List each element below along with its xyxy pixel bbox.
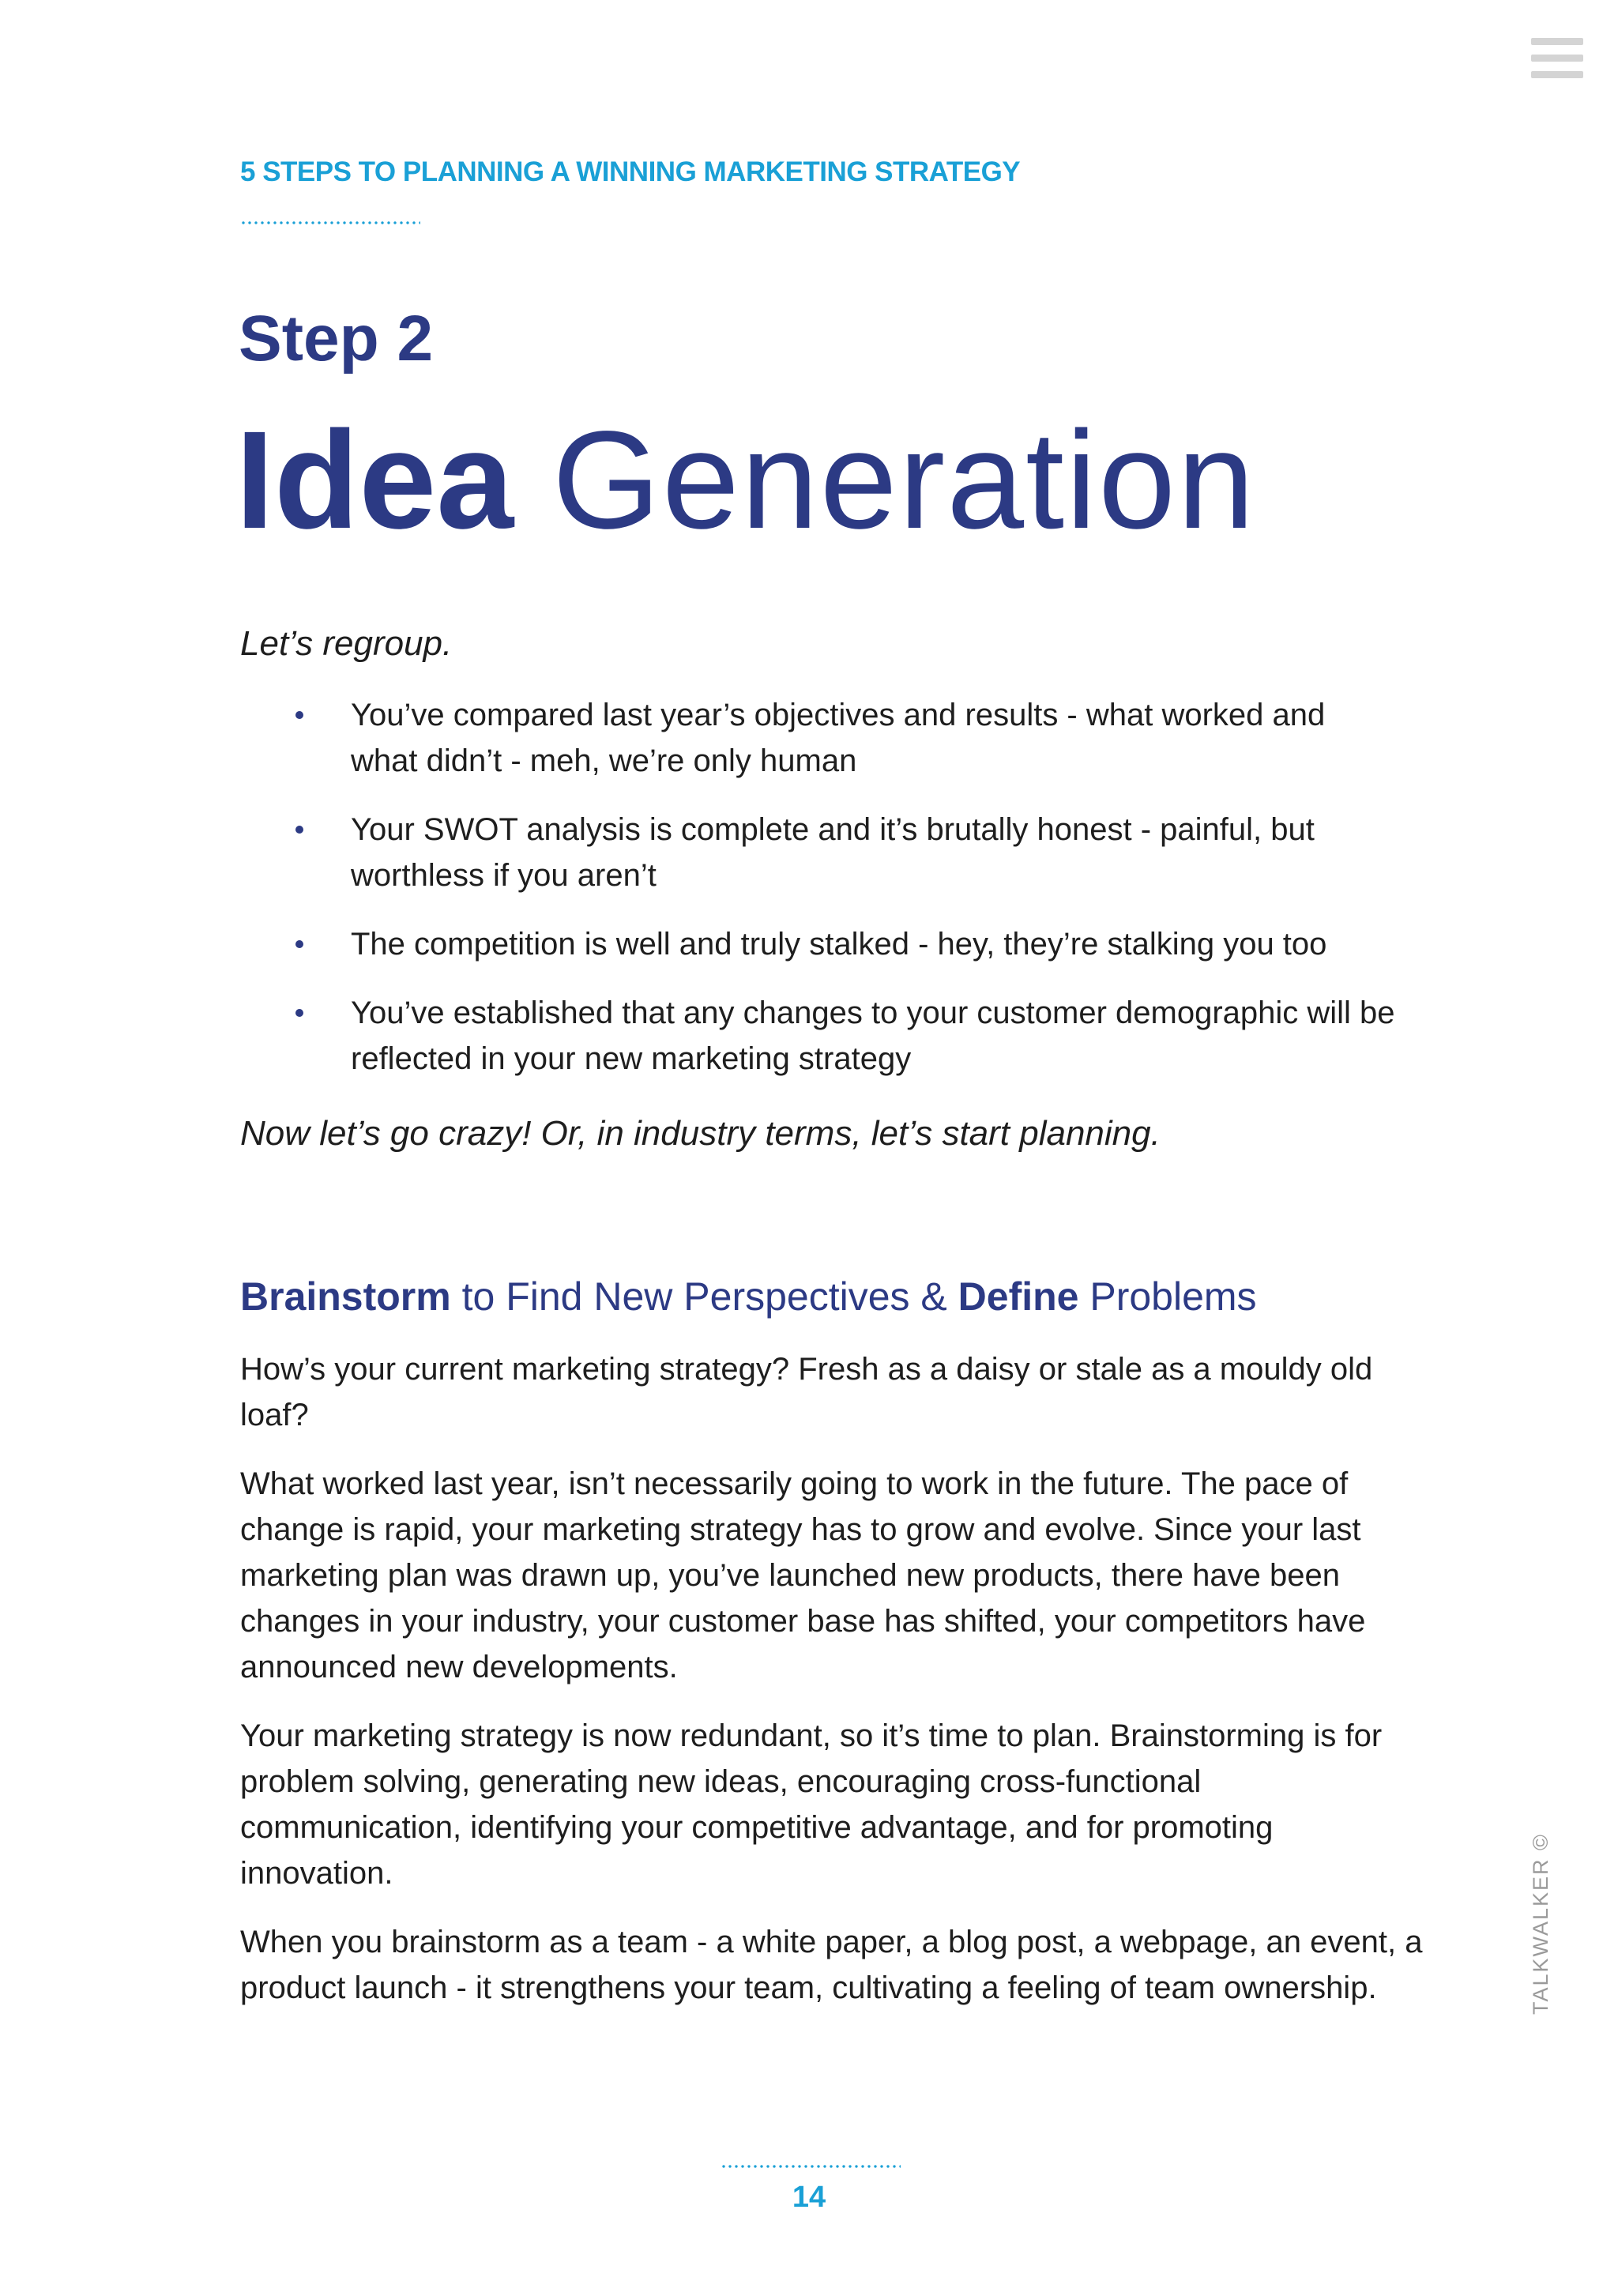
header-dotted-divider bbox=[240, 221, 420, 224]
step-label: Step 2 bbox=[239, 303, 434, 375]
footer-dotted-divider bbox=[721, 2165, 901, 2168]
page-title-light: Generation bbox=[552, 403, 1256, 558]
intro-lead: Let’s regroup. bbox=[240, 624, 453, 663]
running-header-title: 5 STEPS TO PLANNING A WINNING MARKETING STRATEGY bbox=[240, 156, 1021, 187]
section-heading bbox=[240, 1274, 1257, 1319]
body-paragraph: How’s your current marketing strategy? Fresh as a daisy or stale as a mouldy old loaf? bbox=[240, 1352, 1373, 1432]
section-heading-bold-2: Define bbox=[958, 1274, 1079, 1319]
bullet-icon bbox=[295, 1009, 303, 1017]
body-paragraph: When you brainstorm as a team - a white paper, a blog post, a webpage, an event, a product launch - it strengthens your team, cultivating a feeling of team ownership. bbox=[240, 1925, 1423, 2005]
bullet-icon bbox=[295, 826, 303, 834]
section-heading-text-2: Problems bbox=[1078, 1274, 1257, 1319]
list-item bbox=[292, 692, 1398, 784]
list-item-text: You’ve established that any changes to your customer demographic will be reflected in your new marketing strategy bbox=[351, 996, 1395, 1076]
hamburger-menu-icon[interactable] bbox=[1531, 35, 1583, 81]
page-number: 14 bbox=[792, 2181, 826, 2214]
bullet-icon bbox=[295, 940, 303, 948]
list-item-text: The competition is well and truly stalked - hey, they’re stalking you too bbox=[351, 927, 1327, 962]
section-heading-text-1: to Find New Perspectives & bbox=[450, 1274, 958, 1319]
section-body bbox=[240, 1346, 1425, 2034]
page-title bbox=[235, 405, 1256, 558]
talkwalker-copyright-mark: TALKWALKER © bbox=[1529, 1833, 1552, 2015]
section-heading-bold-1: Brainstorm bbox=[240, 1274, 451, 1319]
list-item bbox=[292, 921, 1398, 967]
list-item bbox=[292, 807, 1398, 898]
page-title-bold: Idea bbox=[235, 403, 514, 558]
intro-closing: Now let’s go crazy! Or, in industry terms, let’s start planning. bbox=[240, 1114, 1161, 1153]
list-item-text: You’ve compared last year’s objectives and results - what worked and what didn’t - meh, we’re only human bbox=[351, 698, 1326, 778]
body-paragraph: What worked last year, isn’t necessarily going to work in the future. The pace of change is rapid, your marketing strategy has to grow and evolve. Since your last marketing plan was drawn up, you’ve launched new products, there have been changes in your industry, your customer base has shifted, your competitors have announced new developments. bbox=[240, 1466, 1366, 1684]
bullet-icon bbox=[295, 711, 303, 719]
body-paragraph: Your marketing strategy is now redundant, so it’s time to plan. Brainstorming is for problem solving, generating new ideas, encouraging cross-functional communication, identifying your competitive advantage, and for promoting innovation. bbox=[240, 1718, 1383, 1891]
list-item bbox=[292, 990, 1398, 1082]
recap-bullet-list bbox=[292, 692, 1398, 1105]
list-item-text: Your SWOT analysis is complete and it’s brutally honest - painful, but worthless if you aren’t bbox=[351, 812, 1315, 893]
